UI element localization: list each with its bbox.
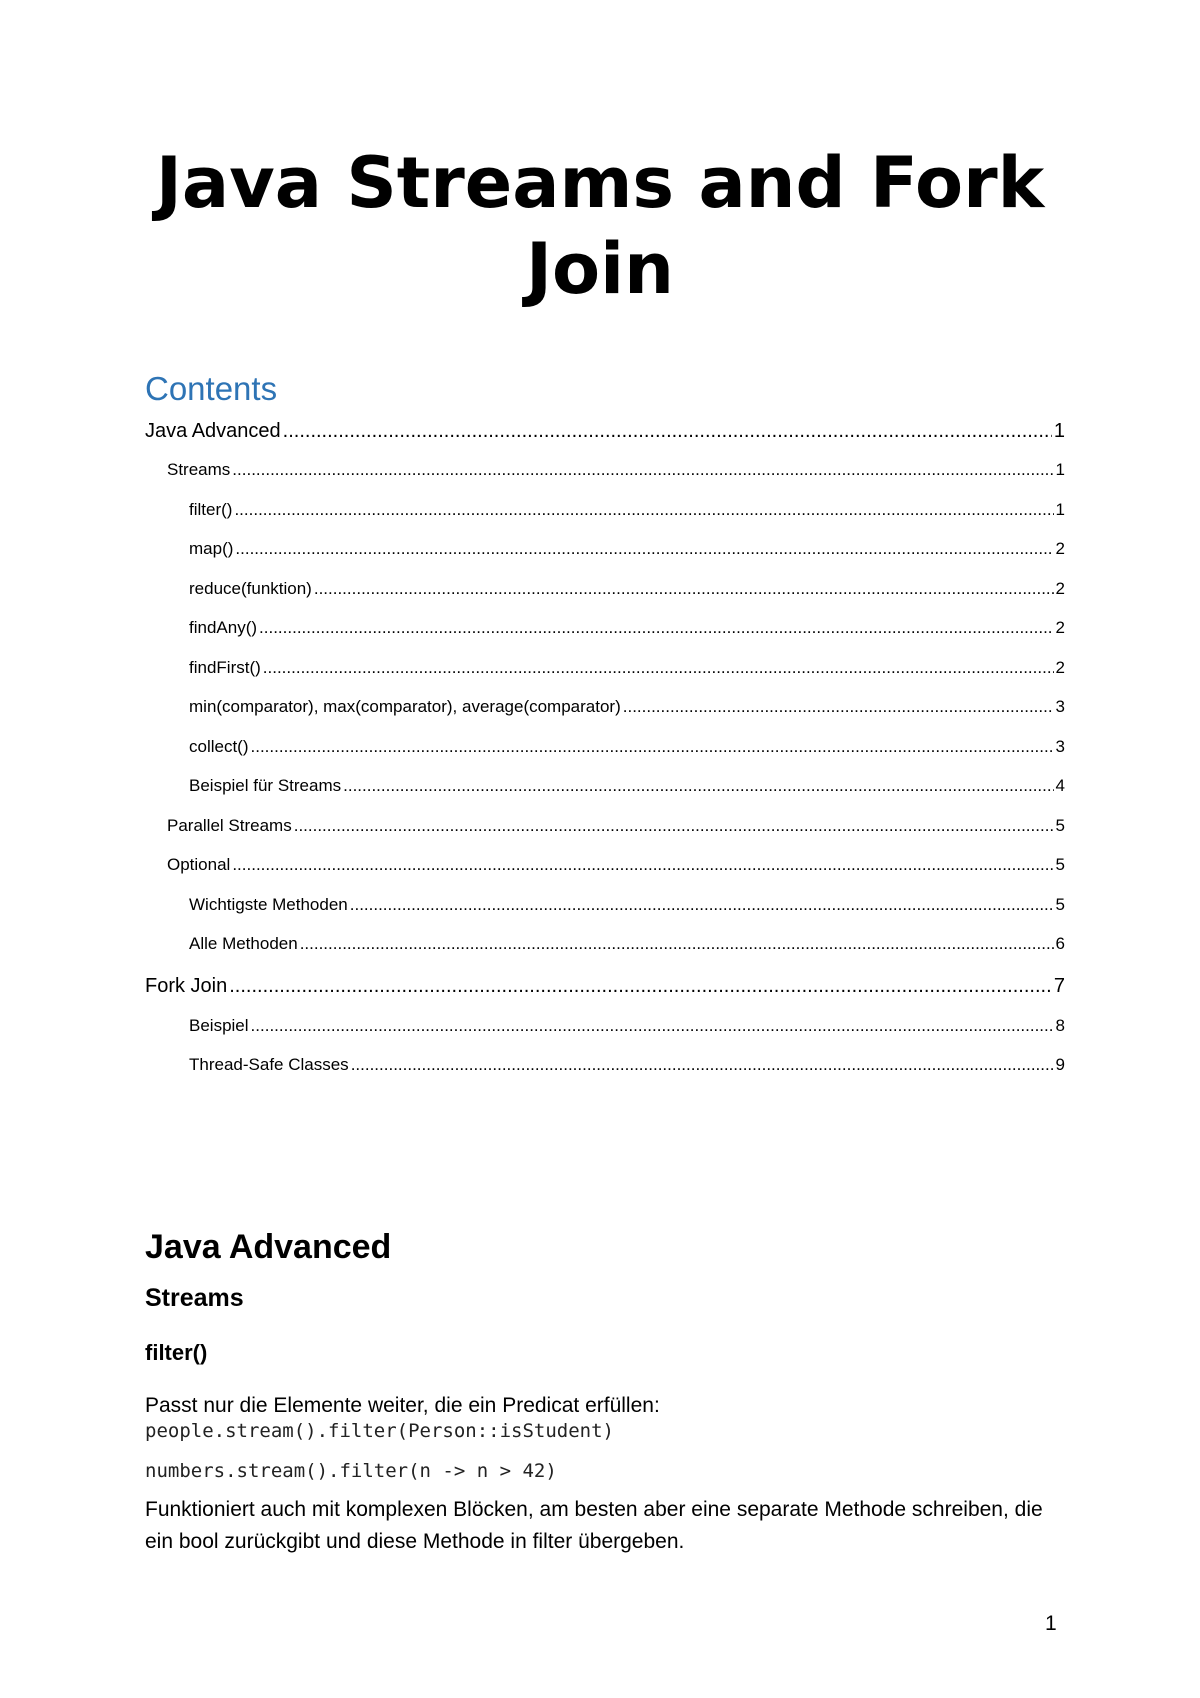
toc-dot-leader [232,855,1053,875]
toc-entry-label[interactable]: Optional [167,855,231,874]
toc-entry[interactable] [145,420,1065,450]
toc-entry-label[interactable]: min(comparator), max(comparator), average(comparator) [189,697,621,716]
toc-page-number: 4 [1055,776,1065,795]
toc-page-number: 1 [1055,500,1065,519]
toc-page-number: 2 [1055,579,1065,598]
code-line: numbers.stream().filter(n -> n > 42) [145,1460,557,1482]
toc-entry[interactable] [145,579,1065,609]
toc-entry-label[interactable]: Fork Join [145,975,228,997]
toc-dot-leader [623,697,1054,717]
toc-page-number: 9 [1055,1055,1065,1074]
toc-page-number: 3 [1055,737,1065,756]
toc-dot-leader [229,975,1052,998]
toc-entry[interactable] [145,697,1065,727]
toc-page-number: 2 [1055,539,1065,558]
toc-page-number: 2 [1055,618,1065,637]
toc-dot-leader [232,460,1053,480]
toc-dot-leader [259,618,1054,638]
toc-entry[interactable] [145,737,1065,767]
toc-heading: Contents [145,370,278,407]
heading-streams: Streams [145,1284,244,1312]
heading-java-advanced: Java Advanced [145,1228,392,1266]
filter-intro-text: Passt nur die Elemente weiter, die ein Predicat erfüllen: [145,1394,660,1417]
toc-dot-leader [350,895,1054,915]
filter-note-text: Funktioniert auch mit komplexen Blöcken, am besten aber eine separate Methode schreiben, die ein bool zurückgibt und diese Methode in filter übergeben. [145,1498,1043,1553]
toc-entry-label[interactable]: Thread-Safe Classes [189,1055,349,1074]
toc-page-number: 7 [1053,975,1065,997]
toc-dot-leader [283,420,1052,443]
toc-page-number: 8 [1055,1016,1065,1035]
toc-page-number: 5 [1055,816,1065,835]
toc-entry[interactable] [145,658,1065,688]
toc-dot-leader [314,579,1054,599]
toc-entry-label[interactable]: map() [189,539,234,558]
toc-entry-label[interactable]: Beispiel [189,1016,249,1035]
document-title: Java Streams and Fork Join [155,142,1045,310]
toc-dot-leader [235,539,1053,559]
toc-entry[interactable] [145,776,1065,806]
toc-entry[interactable] [145,539,1065,569]
toc-entry-label[interactable]: Alle Methoden [189,934,298,953]
toc-page-number: 2 [1055,658,1065,677]
code-line: people.stream().filter(Person::isStudent) [145,1420,614,1442]
toc-entry-label[interactable]: Java Advanced [145,420,281,442]
toc-entry[interactable] [145,1055,1065,1085]
toc-dot-leader [263,658,1054,678]
toc-dot-leader [234,500,1053,520]
toc-dot-leader [251,737,1054,757]
toc-page-number: 1 [1053,420,1065,442]
toc-entry[interactable] [145,816,1065,846]
toc-entry[interactable] [145,934,1065,964]
toc-entry[interactable] [145,460,1065,490]
page-number: 1 [1045,1612,1057,1635]
toc-entry-label[interactable]: Wichtigste Methoden [189,895,348,914]
toc-page-number: 5 [1055,895,1065,914]
toc-entry-label[interactable]: Beispiel für Streams [189,776,342,795]
toc-entry[interactable] [145,1016,1065,1046]
toc-page-number: 5 [1055,855,1065,874]
toc-page-number: 1 [1055,460,1065,479]
toc-dot-leader [251,1016,1054,1036]
toc-entry-label[interactable]: findFirst() [189,658,261,677]
toc-page-number: 6 [1055,934,1065,953]
toc-entry[interactable] [145,618,1065,648]
toc-entry[interactable] [145,500,1065,530]
toc-entry[interactable] [145,975,1065,1005]
toc-dot-leader [300,934,1054,954]
toc-dot-leader [351,1055,1054,1075]
toc-entry-label[interactable]: filter() [189,500,233,519]
toc-dot-leader [294,816,1054,836]
toc-dot-leader [343,776,1053,796]
toc-entry[interactable] [145,895,1065,925]
toc-page-number: 3 [1055,697,1065,716]
toc-entry-label[interactable]: collect() [189,737,249,756]
toc-entry-label[interactable]: Parallel Streams [167,816,292,835]
heading-filter: filter() [145,1340,208,1365]
toc-entry-label[interactable]: findAny() [189,618,258,637]
toc-entry[interactable] [145,855,1065,885]
toc-entry-label[interactable]: reduce(funktion) [189,579,312,598]
toc-entry-label[interactable]: Streams [167,460,231,479]
